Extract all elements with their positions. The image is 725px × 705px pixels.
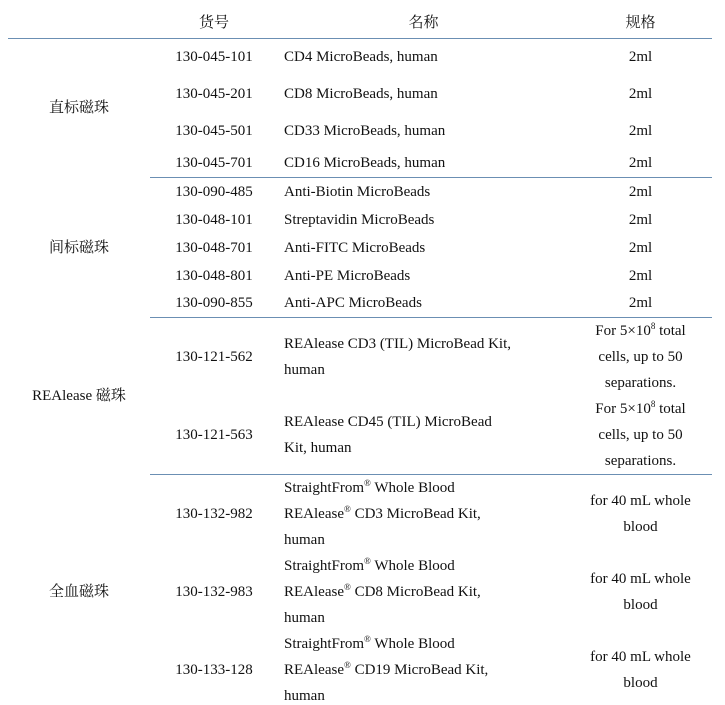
- name-text: CD19 MicroBead Kit,: [350, 662, 489, 678]
- spec-text: For 5×10: [595, 401, 651, 417]
- spec-exponent: 8: [650, 321, 656, 331]
- product-name: CD8 MicroBeads, human: [284, 86, 438, 102]
- catalog-number: 130-090-855: [150, 290, 278, 318]
- spec-exponent: 8: [650, 399, 656, 409]
- spec-line: separations.: [604, 453, 677, 469]
- spec-text: total: [655, 401, 686, 417]
- name-line: [284, 579, 563, 605]
- product-spec: 2ml: [628, 211, 653, 228]
- table-row: [8, 318, 712, 397]
- registered-mark: ®: [364, 634, 371, 644]
- table-row: [8, 178, 712, 206]
- product-name: [278, 396, 569, 475]
- name-text: REAlease: [284, 506, 344, 522]
- catalog-number: 130-132-983: [175, 584, 253, 600]
- product-spec: 2ml: [628, 183, 653, 200]
- name-line: [284, 657, 563, 683]
- name-line: human: [284, 610, 325, 626]
- spec-line: for 40 mL whole: [590, 493, 691, 509]
- header-spec: 规格: [569, 4, 712, 39]
- catalog-number: 130-090-485: [175, 183, 253, 200]
- spec-line: [569, 396, 712, 422]
- spec-line: blood: [623, 675, 658, 691]
- product-name: CD4 MicroBeads, human: [284, 49, 438, 66]
- name-text: REAlease: [284, 662, 344, 678]
- name-line: Kit, human: [284, 440, 352, 456]
- product-name: Anti-Biotin MicroBeads: [284, 183, 431, 200]
- product-spec: [569, 631, 712, 705]
- name-text: StraightFrom: [284, 480, 365, 496]
- catalog-number: 130-132-982: [175, 506, 253, 522]
- name-line: REAlease CD45 (TIL) MicroBead: [284, 414, 492, 430]
- product-name: CD33 MicroBeads, human: [284, 123, 446, 139]
- product-name: Anti-FITC MicroBeads: [284, 239, 426, 256]
- name-line: [284, 501, 563, 527]
- product-name: [278, 318, 569, 397]
- product-name: Anti-APC MicroBeads: [278, 290, 569, 318]
- spec-text: For 5×10: [595, 323, 651, 339]
- product-spec: 2ml: [628, 239, 653, 256]
- catalog-number: 130-048-701: [175, 239, 253, 256]
- spec-line: separations.: [604, 375, 677, 391]
- spec-line: cells, up to 50: [598, 427, 683, 443]
- table-row: [8, 39, 712, 76]
- spec-line: [569, 318, 712, 344]
- name-text: Whole Blood: [370, 558, 455, 574]
- catalog-number: 130-045-501: [175, 123, 253, 139]
- name-line: human: [284, 532, 325, 548]
- name-text: Whole Blood: [370, 480, 455, 496]
- header-category: [8, 4, 150, 39]
- product-spec: [569, 475, 712, 554]
- name-line: human: [284, 362, 325, 378]
- table-row: [8, 475, 712, 554]
- registered-mark: ®: [343, 504, 351, 514]
- product-spec: 2ml: [628, 49, 653, 66]
- category-cell: 全血磁珠: [48, 584, 109, 601]
- name-line: human: [284, 688, 325, 704]
- header-name: 名称: [278, 4, 569, 39]
- catalog-number: 130-048-801: [175, 267, 253, 284]
- spec-line: for 40 mL whole: [590, 571, 691, 587]
- registered-mark: ®: [364, 478, 371, 488]
- catalog-number: 130-045-201: [175, 86, 253, 102]
- catalog-number: 130-045-101: [175, 49, 253, 66]
- product-spec: 2ml: [628, 86, 653, 102]
- product-name: [278, 631, 569, 705]
- header-no: 货号: [150, 4, 278, 39]
- product-name: Streptavidin MicroBeads: [284, 211, 435, 228]
- product-spec: 2ml: [628, 267, 653, 284]
- product-name: CD16 MicroBeads, human: [278, 150, 569, 178]
- name-text: CD8 MicroBead Kit,: [350, 584, 481, 600]
- registered-mark: ®: [364, 556, 371, 566]
- name-text: Whole Blood: [370, 636, 455, 652]
- category-cell: 间标磁珠: [48, 239, 109, 256]
- name-text: StraightFrom: [284, 558, 365, 574]
- product-name: Anti-PE MicroBeads: [284, 267, 411, 284]
- name-line: [284, 553, 563, 579]
- product-name: [278, 553, 569, 631]
- product-spec: [569, 396, 712, 475]
- category-cell: 直标磁珠: [48, 100, 109, 117]
- header-row: [8, 4, 712, 39]
- registered-mark: ®: [343, 660, 351, 670]
- catalog-number: 130-048-101: [175, 211, 253, 228]
- product-spec: 2ml: [569, 150, 712, 178]
- name-text: CD3 MicroBead Kit,: [350, 506, 481, 522]
- spec-line: blood: [623, 519, 658, 535]
- catalog-number: 130-133-128: [150, 631, 278, 705]
- catalog-number: 130-045-701: [150, 150, 278, 178]
- spec-line: for 40 mL whole: [590, 649, 691, 665]
- spec-text: total: [655, 323, 686, 339]
- name-line: REAlease CD3 (TIL) MicroBead Kit,: [284, 336, 512, 352]
- product-spec: 2ml: [628, 123, 653, 139]
- product-spec: [569, 318, 712, 397]
- product-spec: [569, 553, 712, 631]
- name-line: [284, 631, 563, 657]
- registered-mark: ®: [343, 582, 351, 592]
- catalog-number: 130-121-562: [175, 349, 253, 365]
- product-name: [278, 475, 569, 554]
- product-table: [8, 4, 712, 705]
- catalog-number: 130-121-563: [150, 396, 278, 475]
- category-cell: REAlease 磁珠: [32, 388, 126, 404]
- name-line: [284, 475, 563, 501]
- spec-line: blood: [623, 597, 658, 613]
- product-spec: 2ml: [569, 290, 712, 318]
- name-text: REAlease: [284, 584, 344, 600]
- spec-line: cells, up to 50: [598, 349, 683, 365]
- name-text: StraightFrom: [284, 636, 365, 652]
